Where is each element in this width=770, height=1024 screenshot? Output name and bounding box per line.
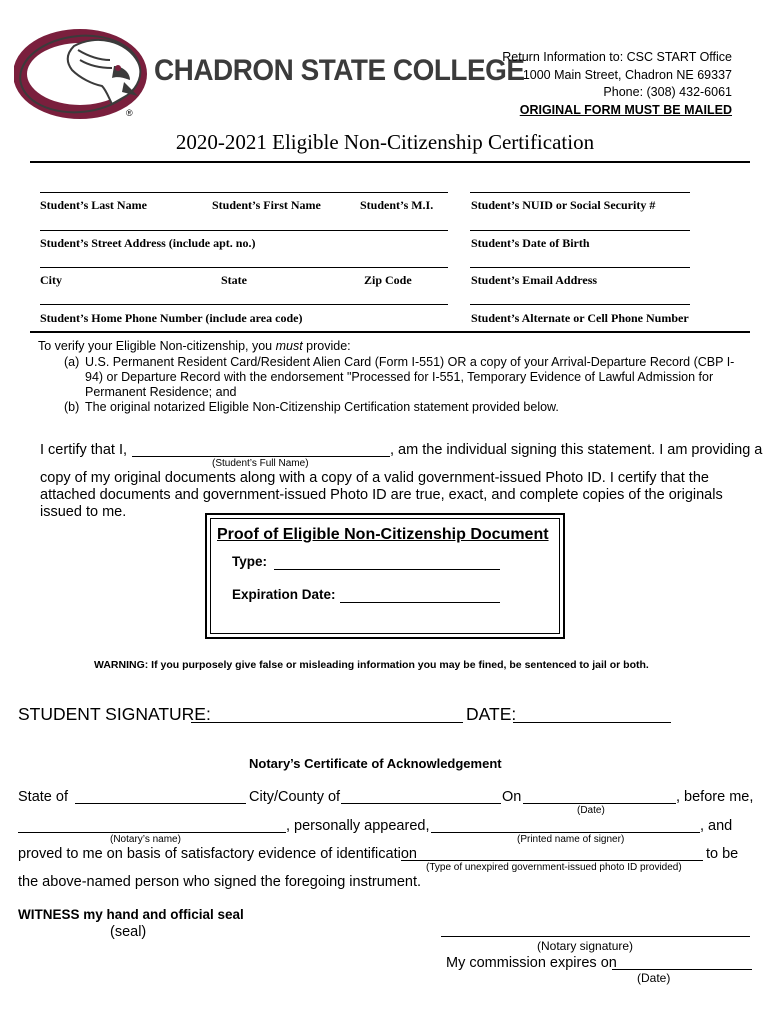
notary-date-caption: (Date)	[577, 805, 605, 816]
notary-signature-field[interactable]	[441, 936, 750, 937]
home-phone-label: Student’s Home Phone Number (include area code)	[40, 311, 303, 325]
street-label: Student’s Street Address (include apt. no.)	[40, 236, 256, 250]
form-title: 2020-2021 Eligible Non-Citizenship Certification	[175, 130, 595, 154]
instructions-intro	[38, 339, 351, 353]
state-label: State	[221, 273, 247, 287]
city-county-field[interactable]	[341, 803, 501, 804]
signature-date-field[interactable]	[513, 722, 671, 723]
seal-text: (seal)	[110, 924, 147, 940]
certify-prefix: I certify that I,	[40, 442, 128, 458]
return-info-line: Return Information to: CSC START Office	[502, 50, 732, 64]
notary-signature-caption: (Notary signature)	[537, 939, 634, 953]
eagle-mascot-icon	[14, 26, 154, 121]
commission-expires-text: My commission expires on	[446, 955, 617, 971]
instruction-item-b	[64, 400, 749, 415]
item-a-text: U.S. Permanent Resident Card/Resident Alien Card (Form I-551) OR a copy of your Arrival-Departure Record (CBP I-94) or Departure Record with the endorsement "Processed for I-551, Temporary Evidence of Lawful Admission for Permanent Residence; and	[85, 355, 735, 399]
mail-original-notice: ORIGINAL FORM MUST BE MAILED	[519, 102, 732, 117]
and-text: , and	[700, 818, 733, 834]
document-type-label: Type:	[232, 554, 268, 569]
item-b-text: The original notarized Eligible Non-Citizenship Certification statement provided below.	[85, 400, 559, 414]
to-be-text: to be	[706, 846, 739, 862]
item-a-marker: (a)	[64, 355, 80, 369]
expiration-date-field[interactable]	[340, 602, 500, 603]
street-line[interactable]	[40, 230, 448, 231]
email-line[interactable]	[470, 267, 690, 268]
signature-date-label: DATE:	[466, 704, 517, 724]
return-address-line: 1000 Main Street, Chadron NE 69337	[522, 67, 732, 82]
title-rule	[30, 161, 750, 163]
city-label: City	[40, 273, 62, 287]
notary-title: Notary’s Certificate of Acknowledgement	[249, 756, 502, 771]
personally-appeared-text: , personally appeared,	[286, 818, 430, 834]
state-of-field[interactable]	[75, 803, 246, 804]
nuid-label: Student’s NUID or Social Security #	[471, 198, 656, 212]
section-rule	[30, 331, 750, 333]
college-logo	[14, 26, 154, 121]
warning-text: WARNING: If you purposely give false or misleading information you may be fined, be sentenced to jail or both.	[94, 659, 649, 671]
logo-wordmark: CHADRON STATE COLLEGE	[154, 54, 525, 87]
expiration-date-label: Expiration Date:	[232, 587, 336, 602]
student-signature-field[interactable]	[191, 722, 463, 723]
email-label: Student’s Email Address	[471, 273, 598, 287]
state-of-label: State of	[18, 789, 68, 805]
photo-id-type-field[interactable]	[401, 860, 703, 861]
return-phone-line: Phone: (308) 432-6061	[603, 85, 732, 99]
student-full-name-caption: (Student’s Full Name)	[212, 458, 309, 469]
first-name-label: Student’s First Name	[212, 198, 321, 212]
intro-text: To verify your Eligible Non-citizenship, you	[38, 339, 276, 353]
commission-expires-field[interactable]	[612, 969, 752, 970]
before-me-text: , before me,	[676, 789, 754, 805]
alt-phone-line[interactable]	[470, 304, 690, 305]
proved-text: proved to me on basis of satisfactory evidence of identification	[18, 846, 417, 862]
city-county-label: City/County of	[249, 789, 341, 805]
photo-id-caption: (Type of unexpired government-issued photo ID provided)	[426, 862, 682, 873]
document-type-field[interactable]	[274, 569, 500, 570]
alt-phone-label: Student’s Alternate or Cell Phone Number	[471, 311, 689, 325]
named-person-text: the above-named person who signed the foregoing instrument.	[18, 874, 422, 890]
instruction-item-a	[64, 355, 749, 400]
notary-name-field[interactable]	[18, 832, 286, 833]
student-signature-label: STUDENT SIGNATURE:	[18, 704, 211, 724]
item-b-marker: (b)	[64, 400, 80, 414]
nuid-line[interactable]	[470, 192, 690, 193]
certify-body: copy of my original documents along with a copy of a valid government-issued Photo ID. I certify that the attached documents and government-issued Photo ID are true, exact, and complete copies of the originals issued to me.	[40, 470, 723, 520]
zip-label: Zip Code	[364, 273, 412, 287]
signer-name-caption: (Printed name of signer)	[517, 834, 625, 845]
dob-label: Student’s Date of Birth	[471, 236, 590, 250]
last-name-label: Student’s Last Name	[40, 198, 147, 212]
home-phone-line[interactable]	[40, 304, 448, 305]
student-full-name-line[interactable]	[132, 456, 390, 457]
registered-mark: ®	[126, 108, 133, 118]
notary-date-field[interactable]	[523, 803, 676, 804]
commission-date-caption: (Date)	[637, 971, 671, 985]
proof-document-box	[205, 513, 565, 639]
certify-suffix: , am the individual signing this statement. I am providing a	[390, 442, 763, 458]
proof-box-title: Proof of Eligible Non-Citizenship Document	[217, 526, 549, 543]
notary-name-caption: (Notary’s name)	[110, 834, 181, 845]
witness-text: WITNESS my hand and official seal	[18, 907, 244, 922]
return-info	[470, 49, 732, 119]
dob-line[interactable]	[470, 230, 690, 231]
mi-label: Student’s M.I.	[360, 198, 434, 212]
intro-emphasis: must	[275, 339, 303, 353]
intro-text-end: provide:	[302, 339, 351, 353]
city-state-zip-line[interactable]	[40, 267, 448, 268]
on-label: On	[502, 789, 522, 805]
last-first-mi-line[interactable]	[40, 192, 448, 193]
signer-name-field[interactable]	[431, 832, 700, 833]
